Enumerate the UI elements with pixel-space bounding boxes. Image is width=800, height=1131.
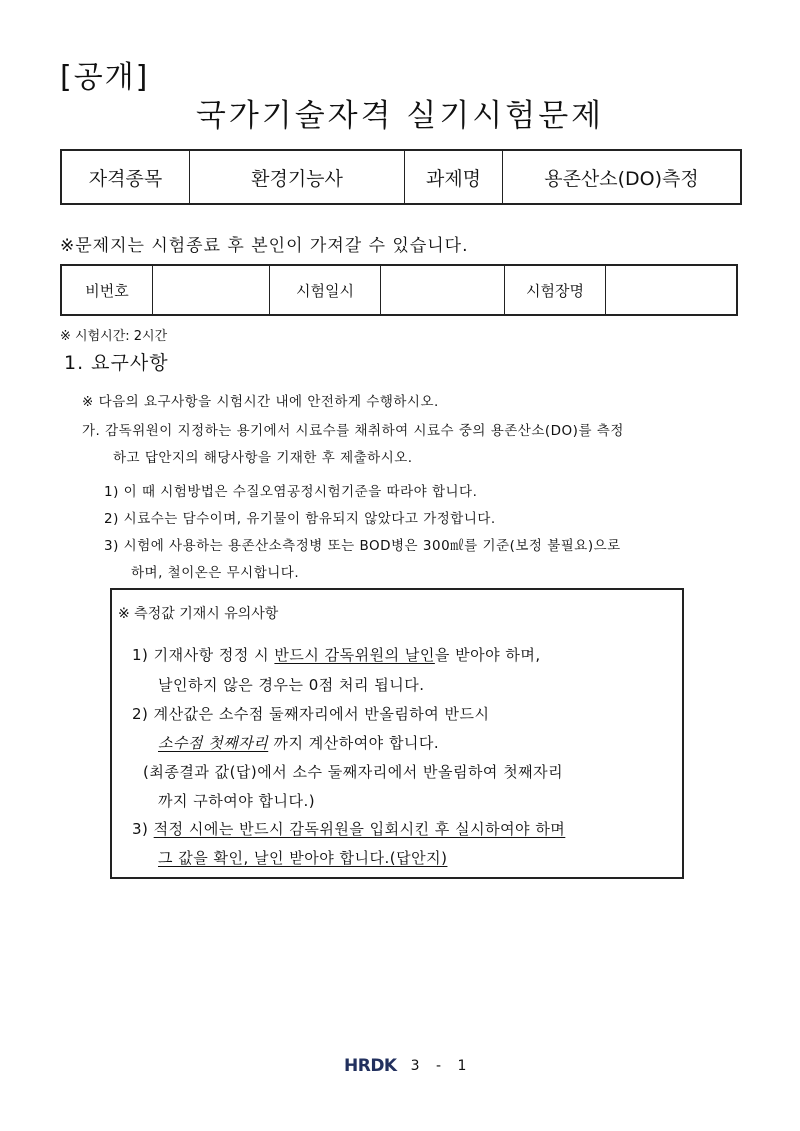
- exam-time: ※ 시험시간: 2시간: [60, 329, 168, 344]
- caution-item3-line1: [132, 818, 565, 839]
- caution-item1-line2: 날인하지 않은 경우는 0점 처리 됩니다.: [158, 676, 425, 694]
- requirement-intro: ※ 다음의 요구사항을 시험시간 내에 안전하게 수행하시오.: [82, 394, 439, 410]
- info-label-qualification: 자격종목: [61, 150, 190, 204]
- caution-item3-underline2: 그 값을 확인, 날인 받아야 합니다.(답안지): [158, 849, 448, 867]
- page-number: 3 - 1: [410, 1058, 473, 1074]
- caution-item2-post: 까지 계산하여야 합니다.: [268, 734, 440, 752]
- exam-value-venue[interactable]: [606, 265, 738, 315]
- caution-item1-line1: [132, 644, 541, 665]
- caution-item2-line3: (최종결과 값(답)에서 소수 둘째자리에서 반올림하여 첫째자리: [143, 763, 564, 781]
- caution-item2-line4: 까지 구하여야 합니다.): [158, 792, 316, 810]
- requirement-a-line1: 가. 감독위원이 지정하는 용기에서 시료수를 채취하여 시료수 중의 용존산소(DO)를 측정: [82, 423, 624, 439]
- caution-item3-pre: 3): [132, 820, 154, 838]
- info-value-qualification: 환경기능사: [190, 150, 405, 204]
- caution-item2-line1: 2) 계산값은 소수점 둘째자리에서 반올림하여 반드시: [132, 705, 490, 723]
- notice-text: ※문제지는 시험종료 후 본인이 가져갈 수 있습니다.: [60, 236, 469, 256]
- info-table: [60, 149, 742, 205]
- caution-item1-post: 을 받아야 하며,: [434, 646, 541, 664]
- section-title: 1. 요구사항: [64, 352, 169, 374]
- caution-title: ※ 측정값 기재시 유의사항: [118, 606, 279, 622]
- requirement-a-line2: 하고 답안지의 해당사항을 기재한 후 제출하시오.: [113, 450, 413, 466]
- caution-item3-underline1: 적정 시에는 반드시 감독위원을 입회시킨 후 실시하여야 하며: [153, 820, 566, 838]
- caution-item2-underline: 소수점 첫째자리: [158, 734, 269, 752]
- requirement-sub3-line2: 하며, 철이온은 무시합니다.: [131, 565, 300, 581]
- caution-item1-pre: 1) 기재사항 정정 시: [132, 646, 275, 664]
- exam-label-datetime: 시험일시: [270, 265, 381, 315]
- info-value-task: 용존산소(DO)측정: [503, 150, 742, 204]
- requirement-sub3-line1: 3) 시험에 사용하는 용존산소측정병 또는 BOD병은 300㎖를 기준(보정 불필요)으로: [104, 538, 621, 554]
- exam-value-datetime[interactable]: [381, 265, 505, 315]
- exam-value-number[interactable]: [153, 265, 270, 315]
- page-title: 국가기술자격 실기시험문제: [195, 98, 605, 134]
- exam-table: [60, 264, 738, 316]
- page-footer: [344, 1056, 472, 1076]
- caution-item1-underline: 반드시 감독위원의 날인: [274, 646, 435, 664]
- exam-label-number: 비번호: [61, 265, 153, 315]
- caution-item2-line2: [158, 732, 439, 753]
- exam-label-venue: 시험장명: [505, 265, 606, 315]
- hrdk-logo: HRDK: [344, 1056, 397, 1076]
- visibility-tag: [공개]: [60, 60, 150, 95]
- info-label-task: 과제명: [405, 150, 503, 204]
- requirement-sub2: 2) 시료수는 담수이며, 유기물이 함유되지 않았다고 가정합니다.: [104, 511, 496, 527]
- requirement-sub1: 1) 이 때 시험방법은 수질오염공정시험기준을 따라야 합니다.: [104, 484, 478, 500]
